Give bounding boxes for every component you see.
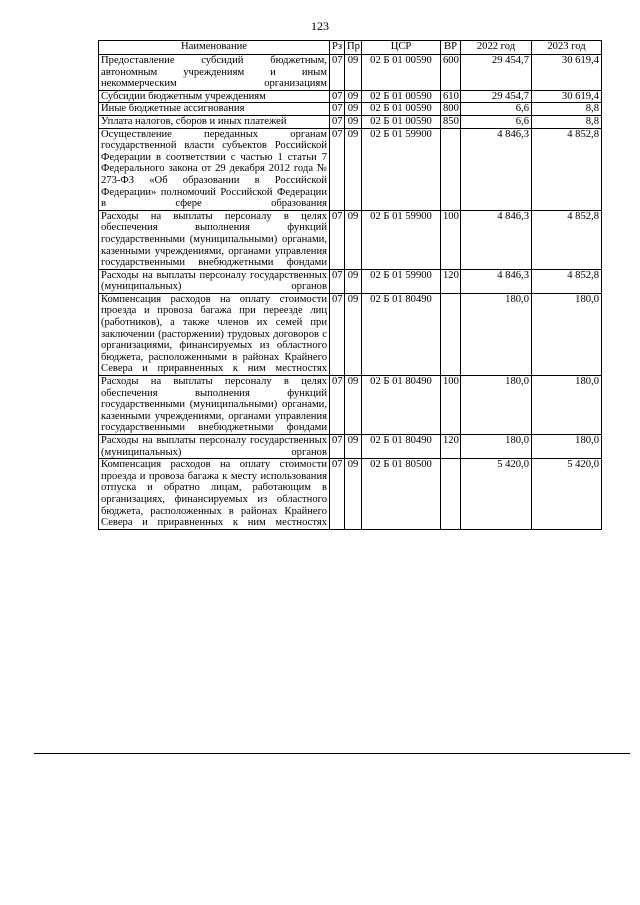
row-name: Расходы на выплаты персоналу в целях обеспечения выполнения функций государственными (муниципальными) органами, казенными учреждениями, органами управления государственными внебюджетными фондами: [99, 210, 330, 269]
row-rz: 07: [330, 459, 345, 530]
row-rz: 07: [330, 210, 345, 269]
table-row: [99, 435, 602, 459]
row-rz: 07: [330, 376, 345, 435]
row-2022: 6,6: [461, 115, 532, 128]
row-vr: [441, 293, 461, 375]
header-rz: Рз: [330, 41, 345, 55]
table-header-row: [99, 41, 602, 55]
row-2023: 4 852,8: [532, 210, 602, 269]
header-2022: 2022 год: [461, 41, 532, 55]
header-csr: ЦСР: [362, 41, 441, 55]
row-2022: 180,0: [461, 435, 532, 459]
row-2023: 8,8: [532, 103, 602, 116]
row-csr: 02 Б 01 00590: [362, 90, 441, 103]
table-row: [99, 459, 602, 530]
table-row: [99, 293, 602, 375]
row-rz: 07: [330, 128, 345, 210]
row-rz: 07: [330, 269, 345, 293]
row-pr: 09: [345, 459, 362, 530]
table-row: [99, 210, 602, 269]
row-pr: 09: [345, 435, 362, 459]
page-number: 123: [311, 19, 329, 33]
row-2023: 180,0: [532, 376, 602, 435]
row-2022: 180,0: [461, 376, 532, 435]
row-name: Предоставление субсидий бюджетным, автономным учреждениям и иным некоммерческим организациям: [99, 55, 330, 91]
row-name: Расходы на выплаты персоналу государственных (муниципальных) органов: [99, 269, 330, 293]
row-vr: 120: [441, 269, 461, 293]
row-2022: 4 846,3: [461, 210, 532, 269]
table-row: [99, 128, 602, 210]
row-name: Субсидии бюджетным учреждениям: [99, 90, 330, 103]
row-name: Уплата налогов, сборов и иных платежей: [99, 115, 330, 128]
row-vr: 600: [441, 55, 461, 91]
row-2022: 5 420,0: [461, 459, 532, 530]
table-row: [99, 103, 602, 116]
row-2023: 30 619,4: [532, 55, 602, 91]
row-pr: 09: [345, 269, 362, 293]
row-csr: 02 Б 01 80490: [362, 376, 441, 435]
row-rz: 07: [330, 90, 345, 103]
table-row: [99, 90, 602, 103]
row-2022: 4 846,3: [461, 128, 532, 210]
row-rz: 07: [330, 435, 345, 459]
row-2023: 180,0: [532, 435, 602, 459]
row-csr: 02 Б 01 80490: [362, 293, 441, 375]
row-pr: 09: [345, 210, 362, 269]
row-2022: 4 846,3: [461, 269, 532, 293]
header-vr: ВР: [441, 41, 461, 55]
row-2023: 30 619,4: [532, 90, 602, 103]
row-2023: 180,0: [532, 293, 602, 375]
row-csr: 02 Б 01 00590: [362, 103, 441, 116]
row-name: Осуществление переданных органам государственной власти субъектов Российской Федерации в соответствии с частью 1 статьи 7 Федерального закона от 29 декабря 2012 года № 273-ФЗ «Об образовании в Российской Федерации» полномочий Российской Федерации в сфере образования: [99, 128, 330, 210]
row-rz: 07: [330, 115, 345, 128]
row-2022: 6,6: [461, 103, 532, 116]
header-name: Наименование: [99, 41, 330, 55]
row-name: Расходы на выплаты персоналу государственных (муниципальных) органов: [99, 435, 330, 459]
table-row: [99, 269, 602, 293]
row-vr: [441, 128, 461, 210]
row-rz: 07: [330, 103, 345, 116]
row-csr: 02 Б 01 59900: [362, 210, 441, 269]
row-vr: 100: [441, 376, 461, 435]
row-pr: 09: [345, 128, 362, 210]
row-csr: 02 Б 01 00590: [362, 115, 441, 128]
row-2022: 29 454,7: [461, 55, 532, 91]
row-vr: 850: [441, 115, 461, 128]
row-csr: 02 Б 01 00590: [362, 55, 441, 91]
row-name: Иные бюджетные ассигнования: [99, 103, 330, 116]
row-name: Расходы на выплаты персоналу в целях обеспечения выполнения функций государственными (муниципальными) органами, казенными учреждениями, органами управления государственными внебюджетными фондами: [99, 376, 330, 435]
budget-table: [98, 40, 602, 530]
row-2022: 180,0: [461, 293, 532, 375]
table-row: [99, 115, 602, 128]
row-2022: 29 454,7: [461, 90, 532, 103]
row-vr: 120: [441, 435, 461, 459]
row-2023: 8,8: [532, 115, 602, 128]
table-row: [99, 55, 602, 91]
row-csr: 02 Б 01 59900: [362, 269, 441, 293]
row-pr: 09: [345, 115, 362, 128]
table-row: [99, 376, 602, 435]
row-2023: 4 852,8: [532, 269, 602, 293]
footer-divider: [34, 753, 630, 754]
row-name: Компенсация расходов на оплату стоимости проезда и провоза багажа при переезде лиц (работников), а также членов их семей при заключении (расторжении) трудовых договоров с организациями, финансируемых из областного бюджета, расположенными в районах Крайнего Севера и приравненных к ним местностях: [99, 293, 330, 375]
row-pr: 09: [345, 376, 362, 435]
row-csr: 02 Б 01 80490: [362, 435, 441, 459]
row-vr: 100: [441, 210, 461, 269]
row-vr: 800: [441, 103, 461, 116]
row-vr: 610: [441, 90, 461, 103]
row-2023: 5 420,0: [532, 459, 602, 530]
row-rz: 07: [330, 55, 345, 91]
row-2023: 4 852,8: [532, 128, 602, 210]
row-csr: 02 Б 01 80500: [362, 459, 441, 530]
row-csr: 02 Б 01 59900: [362, 128, 441, 210]
row-rz: 07: [330, 293, 345, 375]
row-pr: 09: [345, 55, 362, 91]
row-vr: [441, 459, 461, 530]
row-pr: 09: [345, 90, 362, 103]
row-name: Компенсация расходов на оплату стоимости проезда и провоза багажа к месту использования отпуска и обратно лицам, работающим в организациях, финансируемых из областного бюджета, расположенных в районах Крайнего Севера и приравненных к ним местностях: [99, 459, 330, 530]
row-pr: 09: [345, 293, 362, 375]
row-pr: 09: [345, 103, 362, 116]
header-2023: 2023 год: [532, 41, 602, 55]
header-pr: Пр: [345, 41, 362, 55]
